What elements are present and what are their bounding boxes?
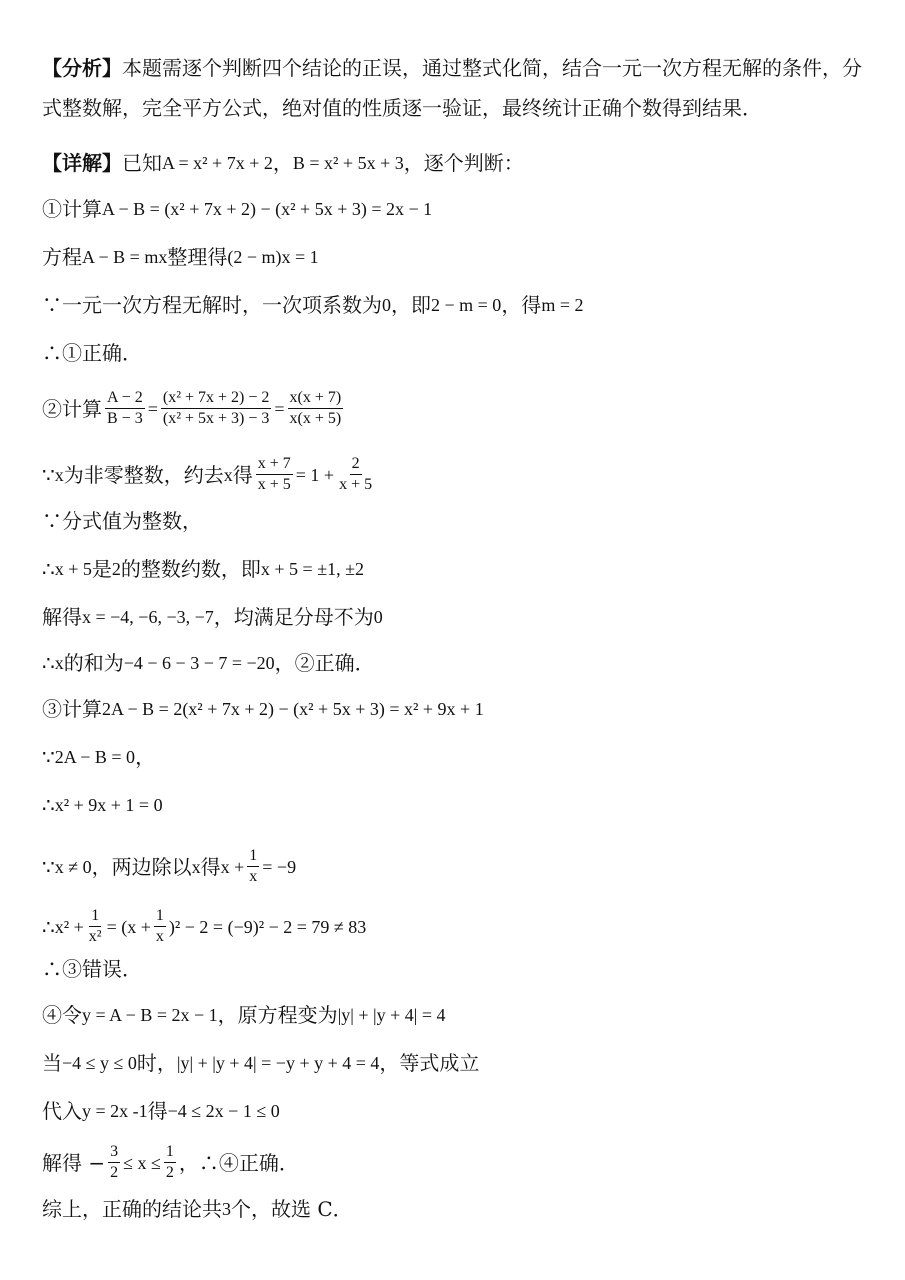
p2-f4-num: x + 7 (256, 454, 293, 475)
p3-l4-g: = −9 (262, 856, 297, 877)
p3-l4-f: x + (220, 856, 245, 877)
p4-l4-a: 解得 − (42, 1150, 106, 1175)
p2-l2-a: ∵ (42, 462, 55, 487)
p3-line-3 (42, 792, 163, 818)
conclusion-a: 综上，正确的结论共 (42, 1197, 222, 1221)
p1-l4: ∴①正确． (42, 341, 142, 365)
p2-l6-a: ∴ (42, 651, 55, 675)
p2-f3-den: x(x + 5) (289, 410, 342, 427)
p1-line-1 (42, 196, 432, 222)
p4-l1-c: ，原方程变为 (217, 1003, 338, 1027)
p1-l3-a: ∵一元一次方程无解时，一次项系数为 (42, 293, 382, 317)
p2-l2-f: = 1 + (295, 464, 335, 485)
p4-f10-num: 1 (164, 1142, 176, 1163)
p2-l4-a: ∴ (42, 557, 55, 581)
p4-l1-a: ④令 (42, 1003, 82, 1027)
p2-f5-num: 2 (350, 454, 362, 475)
p2-l3: ∵分式值为整数， (42, 509, 202, 533)
p3-l4-d: x (191, 856, 201, 877)
p3-line-5 (42, 906, 366, 947)
p1-l3-e: ，得 (501, 293, 542, 317)
p3-l5-d: )² − 2 = (−9)² − 2 = 79 ≠ 83 (168, 916, 367, 937)
p2-frac-4 (256, 454, 293, 495)
p4-l2-d: |y| + |y + 4| = −y + y + 4 = 4 (176, 1053, 380, 1073)
p3-frac-8 (154, 906, 166, 947)
p4-f9-num: 3 (108, 1142, 120, 1163)
p1-l3-c: ，即 (391, 293, 431, 317)
p2-l5-d: 0 (373, 607, 383, 627)
p2-f4-den: x + 5 (257, 476, 291, 493)
p3-l3-a: ∴ (42, 793, 55, 817)
def-b: B = x² + 5x + 3 (292, 153, 404, 173)
conclusion-line (42, 1196, 353, 1222)
analysis-tag: 【分析】 (42, 56, 122, 80)
p3-l5-c: = (x + (106, 916, 151, 937)
p2-line-1 (42, 388, 346, 429)
p4-f10-den: 2 (165, 1164, 174, 1181)
p2-line-2 (42, 454, 377, 495)
p3-l4-e: 得 (200, 854, 221, 879)
p3-f8-num: 1 (154, 906, 166, 927)
p2-f1-den: B − 3 (107, 410, 143, 427)
p2-frac-2 (161, 388, 272, 429)
p2-f5-den: x + 5 (339, 476, 373, 493)
p2-l6-c: 的和为 (63, 651, 124, 675)
p2-l4-e: 的整数约数，即 (120, 557, 261, 581)
analysis-text: 本题需逐个判断四个结论的正误，通过整式化简，结合一元一次方程无解的条件，分式整数解，完全平方公式，绝对值的性质逐一验证，最终统计正确个数得到结果． (42, 56, 862, 120)
p2-eq-1: = (147, 398, 158, 419)
p3-frac-6 (247, 846, 259, 887)
p3-l2-c: ， (135, 745, 156, 769)
p4-l2-c: 时， (136, 1051, 177, 1075)
p4-line-4 (42, 1142, 299, 1183)
p1-l2-expr2: (2 − m)x = 1 (227, 247, 319, 267)
p2-l4-c: 是 (91, 557, 112, 581)
p1-l3-f: m = 2 (541, 295, 584, 315)
p2-l5-b: x = −4, −6, −3, −7 (82, 607, 214, 627)
p2-l6-d: −4 − 6 − 3 − 7 = −20 (123, 653, 275, 673)
p1-l3-b: 0 (382, 295, 391, 315)
p3-f7-den: x² (88, 928, 102, 945)
p3-line-4 (42, 846, 296, 887)
p3-l6: ∴③错误． (42, 957, 142, 981)
p1-l3-d: 2 − m = 0 (431, 295, 502, 315)
p4-l3-c: 得 (147, 1099, 168, 1123)
p1-l2-expr1: A − B = mx (82, 247, 168, 267)
p2-l4-d: 2 (111, 559, 121, 579)
p3-l4-c: ，两边除以 (91, 854, 192, 879)
detail-sep: ， (272, 151, 293, 175)
p3-l5-a: ∴ (42, 914, 55, 939)
p1-l1-expr: A − B = (x² + 7x + 2) − (x² + 5x + 3) = 2x − 1 (102, 199, 433, 219)
detail-tag: 【详解】 (42, 151, 122, 175)
p1-line-4 (42, 340, 142, 366)
p2-line-6 (42, 650, 375, 676)
p2-l2-b: x (54, 464, 64, 485)
p2-l4-b: x + 5 (54, 559, 92, 579)
p3-l4-b: x ≠ 0 (54, 856, 92, 877)
p3-l2-b: 2A − B = 0 (54, 747, 136, 767)
p3-line-1 (42, 696, 484, 722)
p2-f3-num: x(x + 7) (288, 388, 344, 409)
p4-l3-a: 代入 (42, 1099, 82, 1123)
p4-l3-b: y = 2x -1 (82, 1101, 148, 1121)
p4-f9-den: 2 (110, 1164, 119, 1181)
p3-f7-num: 1 (89, 906, 101, 927)
p2-l6-b: x (54, 653, 64, 673)
p4-l1-b: y = A − B = 2x − 1 (82, 1005, 218, 1025)
p4-frac-10 (164, 1142, 176, 1183)
def-a: A = x² + 7x + 2 (162, 153, 273, 173)
p1-line-3 (42, 292, 583, 318)
p3-l1-label: ③计算 (42, 697, 102, 721)
p4-l3-d: −4 ≤ 2x − 1 ≤ 0 (167, 1101, 280, 1121)
p2-f1-num: A − 2 (105, 388, 145, 409)
p2-l2-c: 为非零整数，约去 (63, 462, 224, 487)
p2-frac-5 (337, 454, 374, 495)
p4-l4-c: ，∴④正确． (178, 1150, 299, 1175)
p2-line-4 (42, 556, 364, 582)
p1-l1-label: ①计算 (42, 197, 102, 221)
analysis-paragraph (42, 48, 872, 128)
detail-intro (42, 150, 524, 176)
p4-l2-e: ，等式成立 (379, 1051, 480, 1075)
p3-f8-den: x (155, 928, 164, 945)
p2-f2-num: (x² + 7x + 2) − 2 (161, 388, 272, 409)
p3-l4-a: ∵ (42, 854, 55, 879)
p4-frac-9 (108, 1142, 120, 1183)
p2-line-5 (42, 604, 383, 630)
p2-frac-3 (288, 388, 344, 429)
p2-l5-c: ，均满足分母不为 (213, 605, 374, 629)
p2-l2-e: 得 (232, 462, 253, 487)
conclusion-b: 3 (222, 1199, 231, 1219)
p2-l2-d: x (223, 464, 233, 485)
p4-l2-a: 当 (42, 1051, 62, 1075)
p2-line-3 (42, 508, 202, 534)
p3-l3-b: x² + 9x + 1 = 0 (54, 795, 163, 815)
p1-l2-label: 方程 (42, 245, 82, 269)
p2-l1-label: ②计算 (42, 396, 102, 421)
p3-f6-num: 1 (247, 846, 259, 867)
p3-line-2 (42, 744, 155, 770)
p3-frac-7 (87, 906, 104, 947)
p4-line-3 (42, 1098, 280, 1124)
p4-line-1 (42, 1002, 446, 1028)
p2-f2-den: (x² + 5x + 3) − 3 (162, 410, 270, 427)
p2-l6-e: ，②正确． (274, 651, 375, 675)
p3-line-6 (42, 956, 142, 982)
p2-l4-f: x + 5 = ±1, ±2 (260, 559, 364, 579)
p3-l1-expr: 2A − B = 2(x² + 7x + 2) − (x² + 5x + 3) = x² + 9x + 1 (102, 699, 484, 719)
p1-line-2 (42, 244, 319, 270)
p4-line-2 (42, 1050, 479, 1076)
p4-l1-d: |y| + |y + 4| = 4 (337, 1005, 446, 1025)
p1-l2-mid: 整理得 (167, 245, 228, 269)
p3-f6-den: x (249, 868, 258, 885)
conclusion-c: 个，故选 C． (231, 1197, 353, 1221)
p2-frac-1 (105, 388, 145, 429)
detail-intro-a: 已知 (122, 151, 162, 175)
p2-eq-2: = (274, 398, 285, 419)
p2-l5-a: 解得 (42, 605, 82, 629)
p3-l2-a: ∵ (42, 745, 55, 769)
p3-l5-b: x² + (54, 916, 84, 937)
detail-intro-b: ，逐个判断： (403, 151, 524, 175)
p4-l2-b: −4 ≤ y ≤ 0 (62, 1053, 137, 1073)
p4-l4-b: ≤ x ≤ (123, 1152, 161, 1173)
